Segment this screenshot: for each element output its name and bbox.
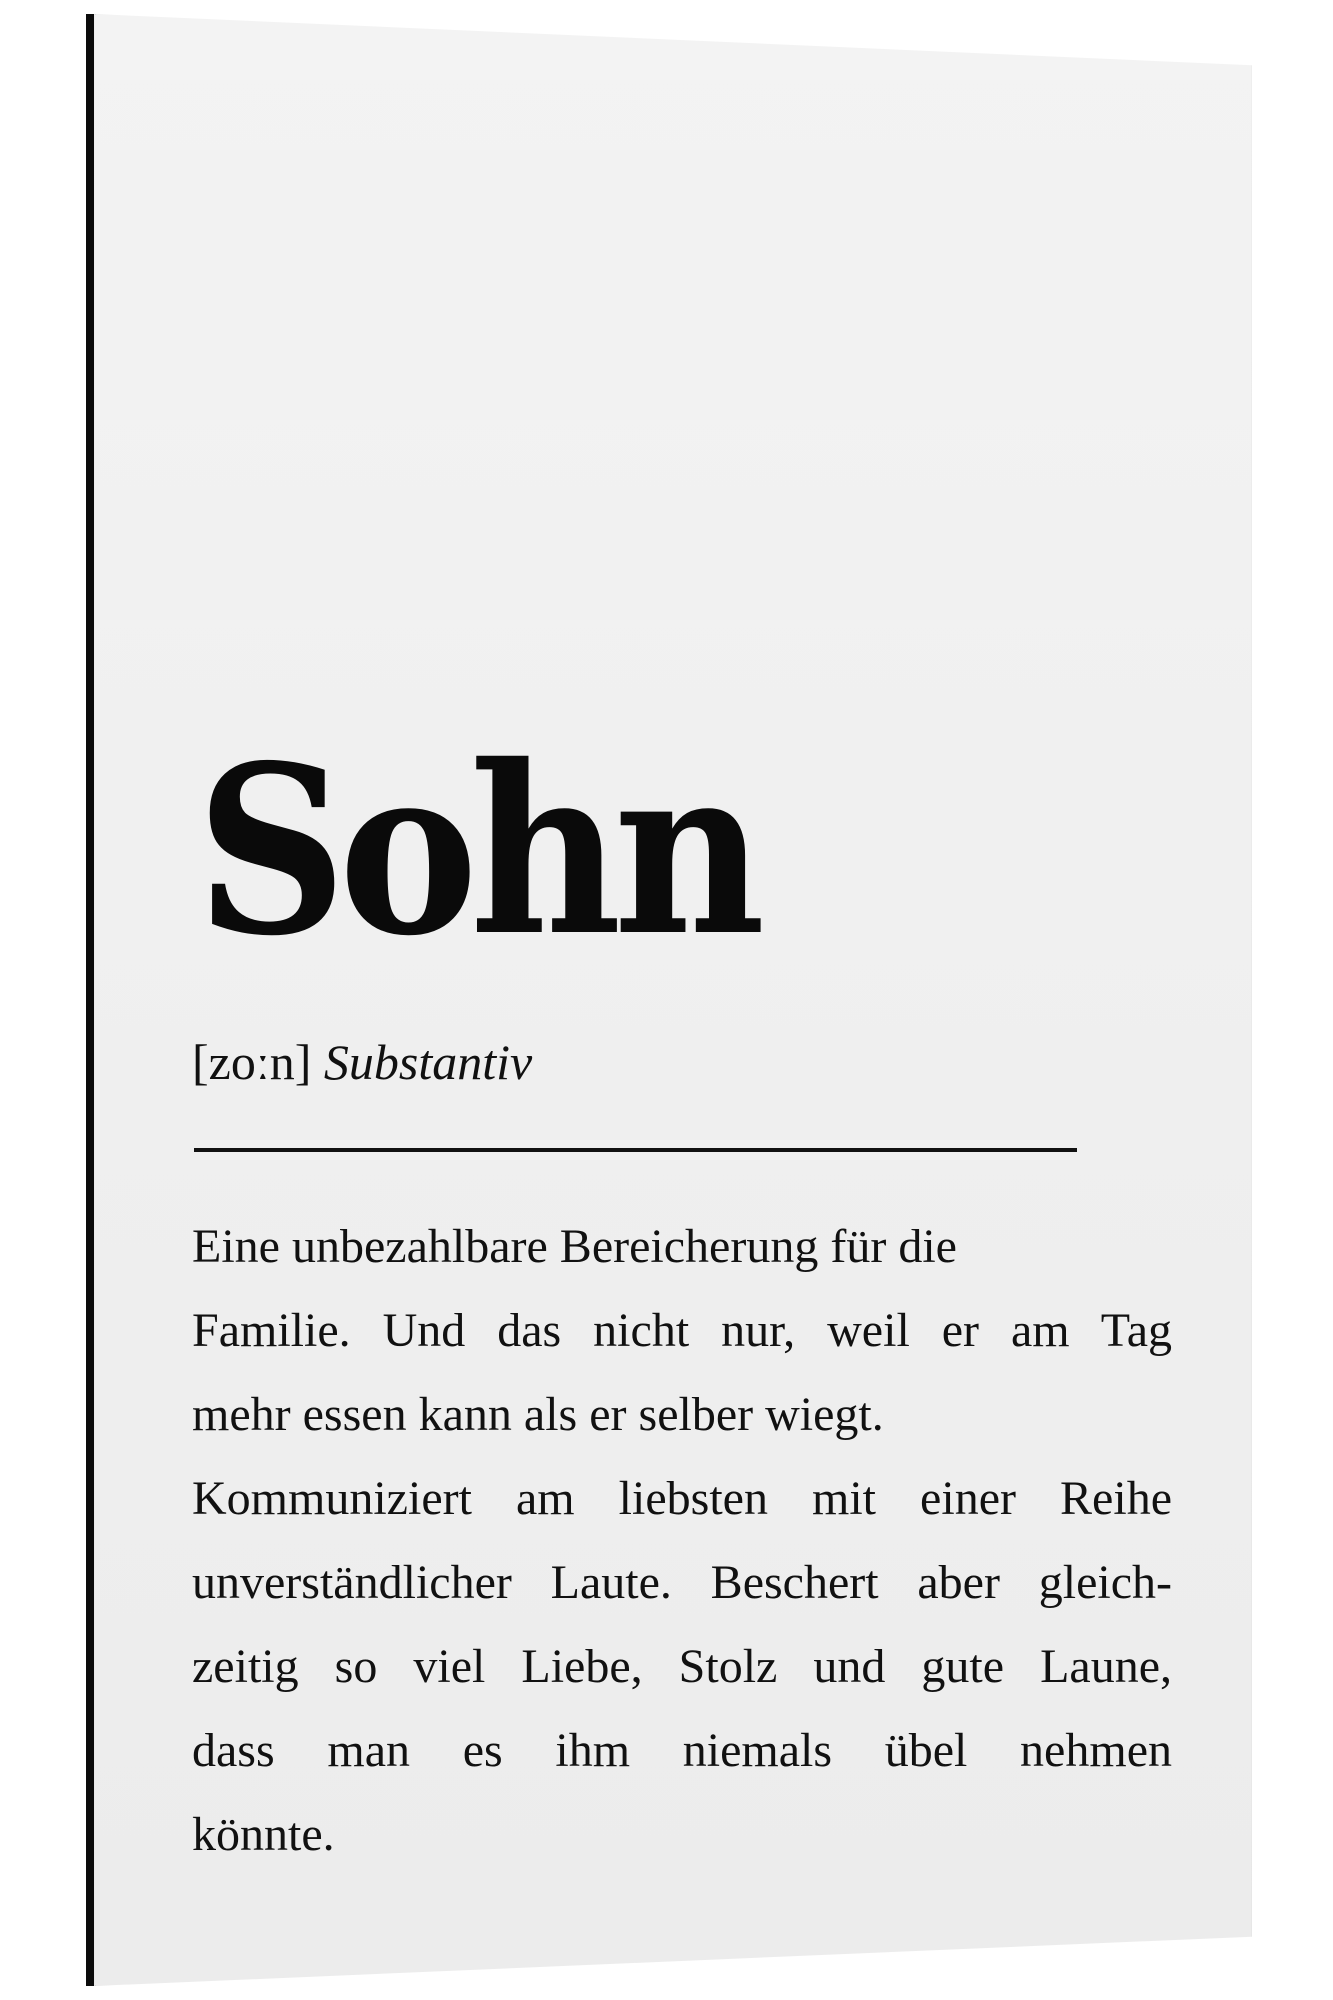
definition-text <box>192 1205 1172 1877</box>
definition-line: zeitig so viel Liebe, Stolz und gute Laune, <box>192 1640 1172 1693</box>
pronunciation: [zoːn] <box>192 1034 312 1090</box>
definition-line: mehr essen kann als er selber wiegt. <box>192 1388 884 1441</box>
divider-rule <box>194 1148 1077 1152</box>
definition-line: Familie. Und das nicht nur, weil er am Tag <box>192 1304 1172 1357</box>
headword: Sohn <box>196 714 758 987</box>
definition-line: Eine unbezahlbare Bereicherung für die <box>192 1220 957 1273</box>
definition-line: dass man es ihm niemals übel nehmen <box>192 1724 1172 1777</box>
definition-line: Kommuniziert am liebsten mit einer Reihe <box>192 1472 1172 1525</box>
pronunciation-line <box>192 1033 532 1091</box>
part-of-speech: Substantiv <box>323 1034 533 1090</box>
definition-line: unverständlicher Laute. Beschert aber gleich- <box>192 1556 1172 1609</box>
definition-line: könnte. <box>192 1808 335 1861</box>
